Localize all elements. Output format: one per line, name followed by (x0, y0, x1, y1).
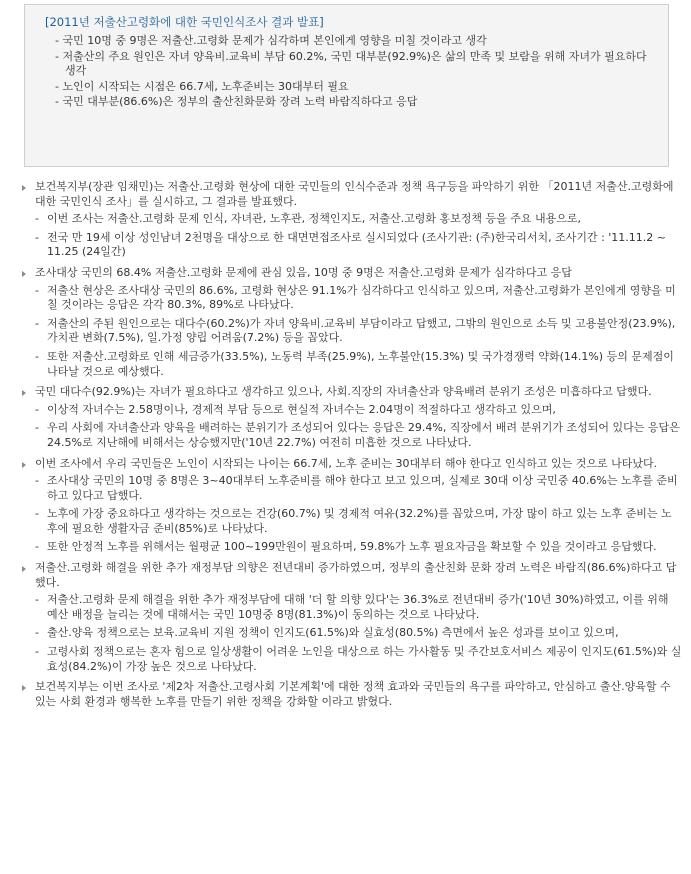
bullet-arrow-icon (22, 685, 26, 691)
list-item (35, 421, 682, 450)
list-item (35, 350, 682, 379)
section-policy-evaluation (22, 561, 682, 674)
bullet-arrow-icon (22, 462, 26, 468)
list-item (35, 507, 682, 536)
list-item (35, 403, 682, 418)
section-children-view (22, 385, 682, 450)
bullet-arrow-icon (22, 271, 26, 277)
dash-icon: - (35, 421, 39, 435)
section-problem-awareness (22, 266, 682, 379)
list-item-text: 이번 조사는 저출산.고령화 문제 인식, 자녀관, 노후관, 정책인지도, 저출산.고령화 홍보정책 등을 주요 내용으로, (47, 212, 581, 226)
dash-icon: - (35, 212, 39, 226)
bullet-arrow-icon (22, 566, 26, 572)
article-body (22, 180, 682, 715)
section-retirement-view (22, 457, 682, 556)
summary-item: - 저출산의 주요 원인은 자녀 양육비.교육비 부담 60.2%, 국민 대부분(92.9%)은 삶의 만족 및 보람을 위해 자녀가 필요하다 생각 (55, 49, 647, 78)
list-item-text: 노후에 가장 중요하다고 생각하는 것으로는 건강(60.7%) 및 경제적 여유(32.2%)를 꼽았으며, 가장 많이 하고 있는 노후 준비는 노후에 필요한 생활자금 준비(85%)로 나타났다. (47, 507, 672, 535)
section-text: 저출산.고령화 해결을 위한 추가 재정부담 의향은 전년대비 증가하였으며, 정부의 출산친화 문화 장려 노력은 바람직(86.6%)하다고 답했다. (35, 561, 677, 589)
section-survey-overview (22, 180, 682, 260)
section-text: 보건복지부는 이번 조사로 '제2차 저출산.고령사회 기본계획'에 대한 정책 효과와 국민들의 욕구를 파악하고, 안심하고 출산.양육할 수 있는 사회 환경과 행복한 노후를 만들기 위한 정책을 강화할 이라고 밝혔다. (35, 680, 671, 708)
dash-icon: - (35, 349, 39, 363)
list-item (35, 284, 682, 313)
list-item (35, 593, 682, 622)
dash-icon: - (35, 316, 39, 330)
dash-icon: - (35, 507, 39, 521)
list-item (35, 626, 682, 641)
bullet-arrow-icon (22, 390, 26, 396)
dash-icon: - (35, 283, 39, 297)
bullet-arrow-icon (22, 185, 26, 191)
section-text: 조사대상 국민의 68.4% 저출산.고령화 문제에 관심 있음, 10명 중 9명은 저출산.고령화 문제가 심각하다고 응답 (35, 265, 572, 279)
section-conclusion (22, 680, 682, 709)
dash-icon: - (35, 540, 39, 554)
section-text: 보건복지부(장관 임채민)는 저출산.고령화 현상에 대한 국민들의 인식수준과 정책 욕구등을 파악하기 위한 「2011년 저출산.고령화에 대한 국민인식 조사」를 실시하고, 그 결과를 발표했다. (35, 180, 674, 208)
summary-item: - 국민 대부분(86.6%)은 정부의 출산친화문화 장려 노력 바람직하다고 응답 (55, 95, 418, 109)
list-item-text: 저출산 현상은 조사대상 국민의 86.6%, 고령화 현상은 91.1%가 심각하다고 인식하고 있으며, 저출산.고령화가 본인에게 영향을 미칠 것이라는 응답은 각각 80.3%, 89%로 나타났다. (47, 283, 676, 312)
list-item-text: 전국 만 19세 이상 성인남녀 2천명을 대상으로 한 대면면접조사로 실시되었다 (조사기관: (주)한국리서치, 조사기간 : '11.11.2 ~ 11.25 (24일간) (47, 230, 666, 259)
dash-icon: - (35, 230, 39, 244)
list-item-text: 우리 사회에 자녀출산과 양육을 배려하는 분위기가 조성되어 있다는 응답은 29.4%, 직장에서 배려 분위기가 조성되어 있다는 응답은 24.5%로 지난해에 비해서는 상승했지만('10년 22.7%) 여전히 미흡한 것으로 나타났다. (47, 421, 680, 449)
sub-list (22, 403, 682, 451)
list-item-text: 고령사회 정책으로는 혼자 힘으로 일상생활이 어려운 노인을 대상으로 하는 가사활동 및 주간보호서비스 제공이 인지도(61.5%)와 실효성(84.2%)이 가장 높은 것으로 나타났다. (47, 645, 682, 673)
dash-icon: - (35, 645, 39, 659)
list-item-text: 조사대상 국민의 10명 중 8명은 3~40대부터 노후준비를 해야 한다고 보고 있으며, 실제로 30대 이상 국민중 40.6%는 노후를 준비하고 있다고 답했다. (47, 474, 678, 502)
list-item (35, 212, 682, 227)
summary-list (55, 34, 655, 111)
list-item-text: 저출산.고령화 문제 해결을 위한 추가 재정부담에 대해 '더 할 의향 있다'는 36.3%로 전년대비 증가('10년 30%)하였고, 이를 위해 예산 배정을 늘리는 것에 대해서는 국민 10명중 8명(81.3%)이 동의하는 것으로 나타났다. (47, 593, 669, 621)
summary-item: - 노인이 시작되는 시점은 66.7세, 노후준비는 30대부터 필요 (55, 79, 349, 93)
sub-list (22, 284, 682, 380)
list-item (35, 645, 682, 674)
sub-list (22, 212, 682, 260)
sub-list (22, 593, 682, 674)
list-item-text: 저출산의 주된 원인으로는 대다수(60.2%)가 자녀 양육비.교육비 부담이라고 답했고, 그밖의 원인으로 소득 및 고용불안정(23.9%), 가치관 변화(7.5%), 일.가정 양립 어려움(7.2%) 등을 꼽았다. (47, 316, 676, 345)
sub-list (22, 474, 682, 555)
list-item (35, 231, 682, 260)
list-item-text: 또한 저출산.고령화로 인해 세금증가(33.5%), 노동력 부족(25.9%), 노후불안(15.3%) 및 국가경쟁력 약화(14.1%) 등의 문제점이 나타날 것으로 예상했다. (47, 349, 674, 378)
dash-icon: - (35, 474, 39, 488)
list-item (35, 474, 682, 503)
dash-icon: - (35, 626, 39, 640)
section-text: 국민 대다수(92.9%)는 자녀가 필요하다고 생각하고 있으나, 사회.직장의 자녀출산과 양육배려 분위기 조성은 미흡하다고 답했다. (35, 385, 652, 399)
summary-item: - 국민 10명 중 9명은 저출산.고령화 문제가 심각하며 본인에게 영향을 미칠 것이라고 생각 (55, 34, 487, 47)
list-item (35, 317, 682, 346)
section-text: 이번 조사에서 우리 국민들은 노인이 시작되는 나이는 66.7세, 노후 준비는 30대부터 해야 한다고 인식하고 있는 것으로 나타났다. (35, 456, 658, 470)
dash-icon: - (35, 593, 39, 607)
summary-title: [2011년 저출산고령화에 대한 국민인식조사 결과 발표] (45, 15, 324, 29)
list-item-text: 또한 안정적 노후를 위해서는 월평균 100~199만원이 필요하며, 59.8%가 노후 필요자금을 확보할 수 있을 것이라고 응답했다. (47, 540, 657, 554)
dash-icon: - (35, 402, 39, 416)
summary-box (24, 4, 669, 167)
list-item (35, 540, 682, 555)
list-item-text: 출산.양육 정책으로는 보육.교육비 지원 정책이 인지도(61.5%)와 실효성(80.5%) 측면에서 높은 성과를 보이고 있으며, (47, 626, 619, 640)
list-item-text: 이상적 자녀수는 2.58명이나, 경제적 부담 등으로 현실적 자녀수는 2.04명이 적절하다고 생각하고 있으며, (47, 402, 556, 416)
